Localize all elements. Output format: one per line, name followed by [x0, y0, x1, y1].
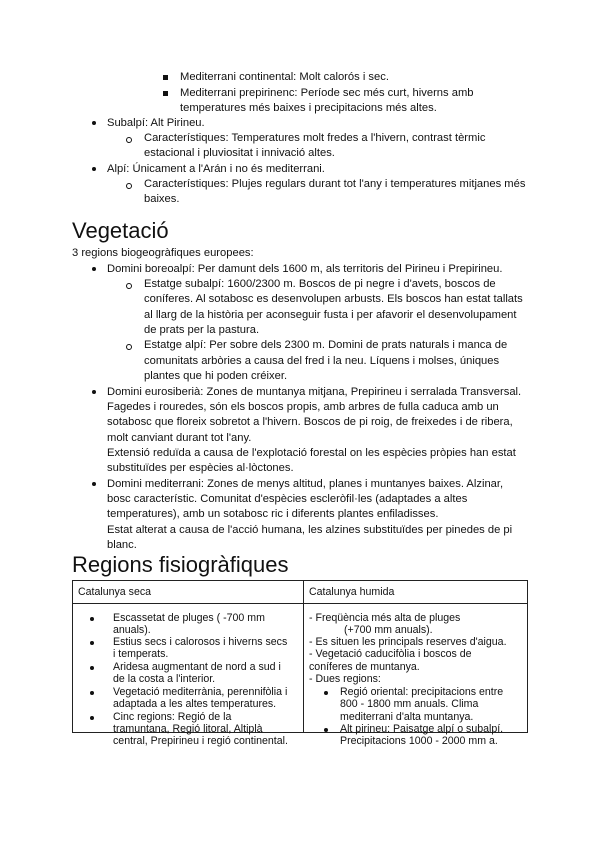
circle-bullet [126, 183, 132, 189]
cell-line: Alt pirineu: Paisatge alpí o subalpí. [340, 723, 504, 735]
list-item-continued: comunitats arbòries a causa del fred i la neu. Líquens i molses, úniques [144, 355, 500, 367]
list-item-continued: al llarg de la història per aconseguir fusta i per afavorir el desenvolupament [144, 309, 517, 321]
disc-bullet [90, 716, 94, 720]
list-item: Estatge alpí: Per sobre dels 2300 m. Domini de prats naturals i manca de [144, 339, 508, 351]
disc-bullet [90, 617, 94, 621]
list-item-continued: sotabosc que floreix sobretot a l'hivern. Boscos de pi roig, de freixedes i de ribera, [107, 416, 513, 428]
disc-bullet [324, 691, 328, 695]
cell-line: Aridesa augmentant de nord a sud i [113, 661, 281, 673]
list-item-continued: bosc característic. Comunitat d'espècies escleròfil·les (adaptades a altes [107, 493, 468, 505]
cell-line: Precipitacions 1000 - 2000 mm a. [340, 735, 498, 747]
list-item-continued: de prats per la pastura. [144, 324, 260, 336]
circle-bullet [126, 137, 132, 143]
cell-line: - Freqüència més alta de pluges [309, 612, 461, 624]
cell-line: Vegetació mediterrània, perennifòlia i [113, 686, 288, 698]
square-bullet [163, 91, 168, 96]
cell-line: - Es situen les principals reserves d'aigua. [309, 636, 507, 648]
paragraph: 3 regions biogeogràfiques europees: [72, 247, 254, 259]
disc-bullet [90, 641, 94, 645]
cell-line: tramuntana, Regió litoral, Altiplà [113, 723, 263, 735]
list-item-continued: coníferes. Al sotabosc es desenvolupen arbusts. Els boscos han estat tallats [144, 293, 523, 305]
list-item-continued: molt canviant durant tot l'any. [107, 432, 252, 444]
list-item-continued: Estat alterat a causa de l'acció humana, les alzines substituïdes per pinedes de pi [107, 524, 513, 536]
regions-table [72, 580, 528, 747]
disc-bullet [92, 121, 96, 125]
list-item-continued: substituïdes per espècies al·lòctones. [107, 462, 294, 474]
disc-bullet [92, 390, 96, 394]
column-header-seca: Catalunya seca [73, 581, 304, 604]
cell-line: adaptada a les altes temperatures. [113, 698, 277, 710]
list-item: Alpí: Únicament a l'Arán i no és mediterrani. [107, 163, 325, 175]
cell-line: central, Prepirineu i regió continental. [113, 735, 288, 747]
circle-bullet [126, 283, 132, 289]
list-item-continued: Extensió reduïda a causa de l'explotació forestal on les espècies pròpies han estat [107, 447, 516, 459]
disc-bullet [92, 167, 96, 171]
list-item: Estatge subalpí: 1600/2300 m. Boscos de pi negre i d'avets, boscos de [144, 278, 496, 290]
cell-line: i temperats. [113, 648, 169, 660]
cell-line: 800 - 1800 mm anuals. Clima [340, 698, 479, 710]
list-item: Mediterrani prepirinenc: Període sec més curt, hiverns amb [180, 87, 474, 99]
disc-bullet [90, 666, 94, 670]
disc-bullet [92, 482, 96, 486]
disc-bullet [92, 267, 96, 271]
list-item: Subalpí: Alt Pirineu. [107, 117, 205, 129]
table-header-row [73, 581, 528, 604]
list-item-continued: estacional i pluviositat i innivació altes. [144, 147, 335, 159]
cell-line: Escassetat de pluges ( -700 mm [113, 612, 265, 624]
heading-regions: Regions fisiogràfiques [72, 552, 289, 577]
list-item: Domini boreoalpí: Per damunt dels 1600 m, als territoris del Pirineu i Prepirineu. [107, 263, 503, 275]
list-item: Característiques: Plujes regulars durant tot l'any i temperatures mitjanes més [144, 178, 526, 190]
list-item: Mediterrani continental: Molt calorós i sec. [180, 71, 389, 83]
list-item-continued: baixes. [144, 193, 180, 205]
cell-line: - Vegetació caducifòlia i boscos de [309, 648, 472, 660]
disc-bullet [324, 728, 328, 732]
heading-vegetacio: Vegetació [72, 218, 169, 243]
cell-seca [73, 604, 304, 747]
list-item-continued: plantes que hi poden créixer. [144, 370, 288, 382]
column-header-humida: Catalunya humida [304, 581, 528, 604]
list-item-continued: blanc. [107, 539, 137, 551]
cell-line: mediterrani d'alta muntanya. [340, 711, 474, 723]
cell-line: coníferes de muntanya. [309, 661, 420, 673]
circle-bullet [126, 344, 132, 350]
list-item-continued: temperatures), amb un sotabosc ric i diferents plantes enfiladisses. [107, 508, 439, 520]
list-item: Domini mediterrani: Zones de menys altitud, planes i muntanyes baixes. Alzinar, [107, 478, 504, 490]
list-item-continued: temperatures més baixes i precipitacions més altes. [180, 102, 437, 114]
list-item: Domini eurosiberià: Zones de muntanya mitjana, Prepirineu i serralada Transversal. [107, 386, 522, 398]
disc-bullet [90, 691, 94, 695]
cell-line: - Dues regions: [309, 673, 381, 685]
cell-line: Estius secs i calorosos i hiverns secs [113, 636, 288, 648]
cell-line: anuals). [113, 624, 151, 636]
cell-line: de la costa a l'interior. [113, 673, 216, 685]
list-item: Característiques: Temperatures molt fredes a l'hivern, contrast tèrmic [144, 132, 486, 144]
cell-line: Regió oriental: precipitacions entre [340, 686, 504, 698]
table-row [73, 604, 528, 733]
cell-line: (+700 mm anuals). [344, 624, 433, 636]
list-item-continued: Fagedes i rouredes, són els boscos propis, amb arbres de fulla caduca amb un [107, 401, 499, 413]
square-bullet [163, 75, 168, 80]
cell-line: Cinc regions: Regió de la [113, 711, 232, 723]
cell-humida [304, 604, 528, 747]
